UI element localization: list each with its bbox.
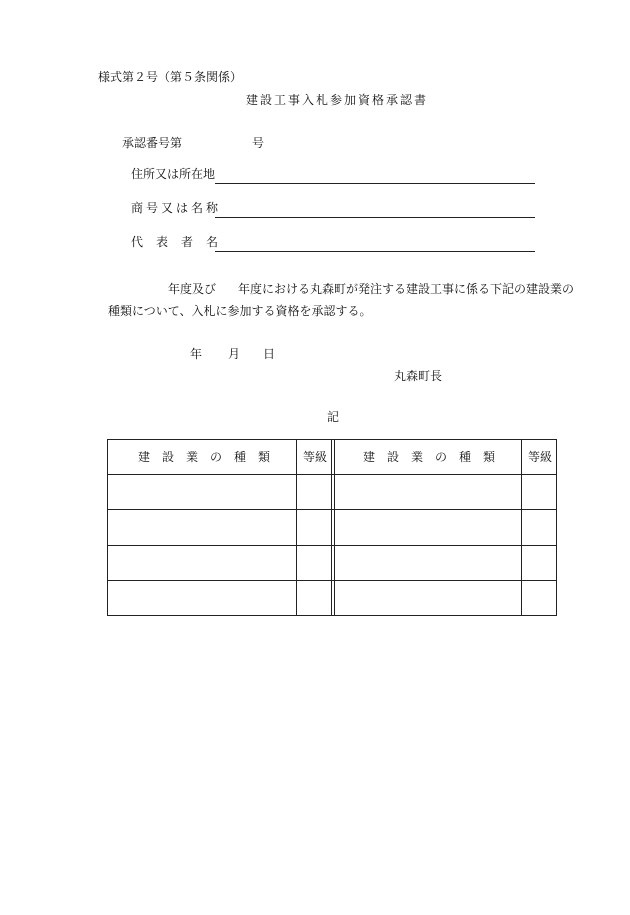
issuer: 丸森町長: [394, 369, 443, 383]
date-month: 月: [228, 347, 241, 361]
table-divider: [334, 440, 335, 615]
company-name-field: [131, 202, 535, 218]
approval-number-label: 承認番号第: [122, 136, 183, 150]
table-row-divider: [108, 580, 556, 581]
representative-line: [215, 251, 535, 252]
ki-heading: 記: [327, 410, 340, 424]
address-label: 住所又は所在地: [131, 167, 216, 181]
header-kind-right: 建設業の種類: [363, 450, 508, 464]
approval-number-suffix: 号: [252, 136, 265, 150]
representative-label: 代表者名: [131, 235, 232, 249]
table-row-divider: [108, 474, 556, 475]
table-row-divider: [108, 545, 556, 546]
company-name-label: 商号又は名称: [131, 201, 222, 215]
date-day: 日: [263, 347, 276, 361]
table-row-divider: [108, 509, 556, 510]
table-divider: [331, 440, 332, 615]
header-kind-left: 建設業の種類: [138, 450, 283, 464]
representative-field: [131, 236, 535, 252]
date-year: 年: [190, 347, 203, 361]
body-line-2: 種類について、入札に参加する資格を承認する。: [108, 304, 372, 318]
table-divider: [521, 440, 522, 615]
header-grade-left: 等級: [303, 450, 328, 464]
body-year-1: 年度及び: [168, 282, 217, 296]
address-line: [215, 183, 535, 184]
header-grade-right: 等級: [528, 450, 553, 464]
document-title: 建設工事入札参加資格承認書: [246, 93, 429, 107]
form-number: 様式第２号（第５条関係）: [98, 70, 243, 84]
table-divider: [296, 440, 297, 615]
company-name-line: [215, 217, 535, 218]
body-year-2: 年度における丸森町が発注する建設工事に係る下記の建設業の: [238, 282, 575, 296]
address-field: [131, 168, 535, 184]
construction-type-table: [107, 439, 557, 616]
